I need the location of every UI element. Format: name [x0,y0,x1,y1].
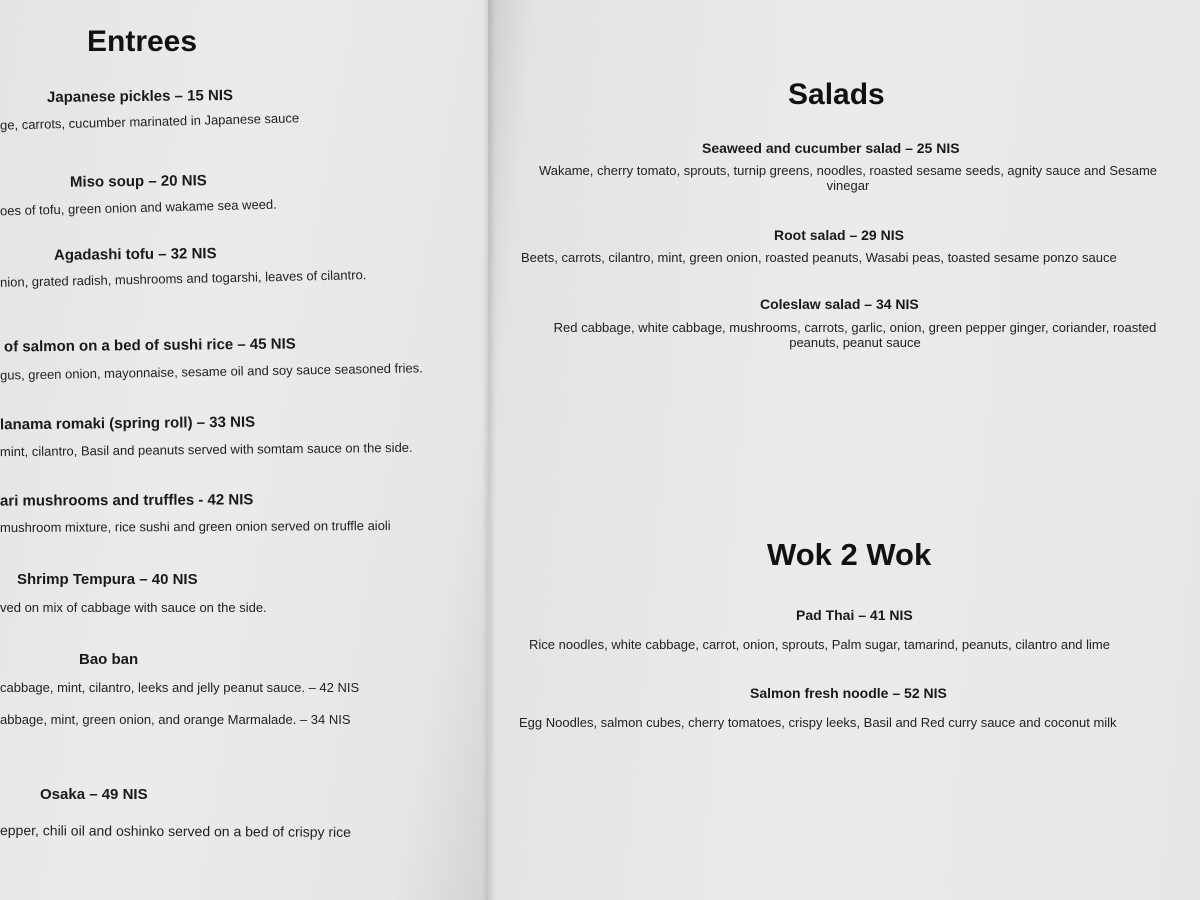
entree-desc: mushroom mixture, rice sushi and green onion served on truffle aioli [0,517,391,536]
entrees-heading: Entrees [87,25,198,58]
salad-title: Root salad – 29 NIS [774,227,904,243]
entree-title: Bao ban [79,651,139,668]
entree-title: Shrimp Tempura – 40 NIS [17,571,198,588]
entree-desc: ved on mix of cabbage with sauce on the side. [0,600,267,615]
entree-title: ari mushrooms and truffles - 42 NIS [0,491,254,510]
entree-title: Miso soup – 20 NIS [69,172,207,191]
salad-desc: Beets, carrots, cilantro, mint, green onion, roasted peanuts, Wasabi peas, toasted sesame ponzo sauce [521,250,1117,265]
salad-desc-line: vinegar [826,178,870,193]
entree-desc: ge, carrots, cucumber marinated in Japanese sauce [0,110,300,133]
salad-desc [498,163,1198,193]
wok-title: Pad Thai – 41 NIS [796,607,913,623]
entree-desc: epper, chili oil and oshinko served on a bed of crispy rice [0,822,352,840]
entree-desc: oes of tofu, green onion and wakame sea weed. [0,196,277,219]
entree-desc: nion, grated radish, mushrooms and togarshi, leaves of cilantro. [0,267,367,290]
salads-heading: Salads [788,78,885,111]
entree-title: of salmon on a bed of sushi rice – 45 NIS [3,335,296,356]
wok-desc: Rice noodles, white cabbage, carrot, onion, sprouts, Palm sugar, tamarind, peanuts, cilantro and lime [529,637,1110,652]
salad-desc-line: Wakame, cherry tomato, sprouts, turnip greens, noodles, roasted sesame seeds, agnity sauce and Sesame [538,163,1158,178]
entree-desc: gus, green onion, mayonnaise, sesame oil and soy sauce seasoned fries. [0,360,423,383]
entree-desc: mint, cilantro, Basil and peanuts served with somtam sauce on the side. [0,439,413,460]
menu-page-left [0,0,488,900]
salad-title: Seaweed and cucumber salad – 25 NIS [702,140,960,156]
page-fold [482,0,496,900]
entree-title: Japanese pickles – 15 NIS [46,87,234,106]
wok-title: Salmon fresh noodle – 52 NIS [750,685,947,701]
salad-title: Coleslaw salad – 34 NIS [760,296,919,312]
entree-desc: abbage, mint, green onion, and orange Marmalade. – 34 NIS [0,712,351,727]
entree-title: Osaka – 49 NIS [40,786,148,803]
entree-desc: cabbage, mint, cilantro, leeks and jelly peanut sauce. – 42 NIS [0,680,360,695]
entree-title: lanama romaki (spring roll) – 33 NIS [0,413,256,434]
salad-desc-line: Red cabbage, white cabbage, mushrooms, carrots, garlic, onion, green pepper ginger, coriander, roasted [553,320,1157,335]
salad-desc [510,320,1200,350]
wok-desc: Egg Noodles, salmon cubes, cherry tomatoes, crispy leeks, Basil and Red curry sauce and coconut milk [519,715,1117,730]
menu-page-right [488,0,1200,900]
wok-heading: Wok 2 Wok [767,537,932,572]
salad-desc-line: peanuts, peanut sauce [789,335,921,350]
entree-title: Agadashi tofu – 32 NIS [53,245,217,264]
